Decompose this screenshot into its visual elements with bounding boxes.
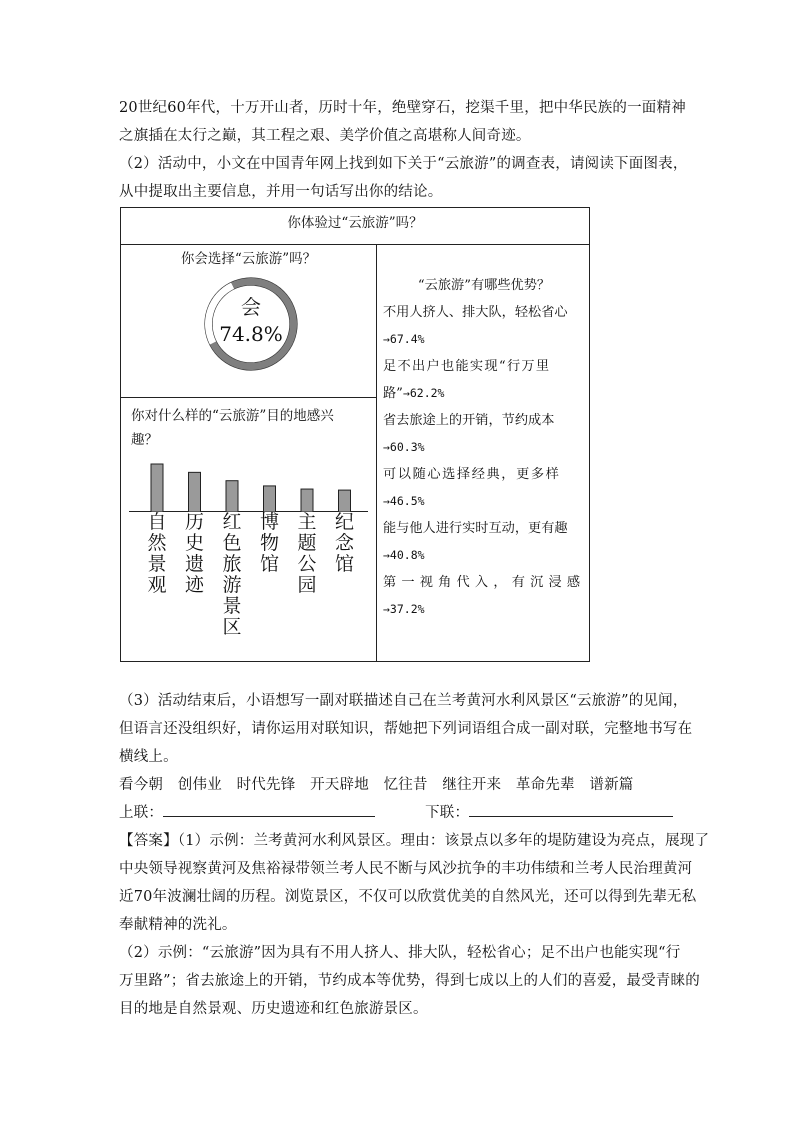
advantage-5-text: 能与他人进行实时互动，更有趣 — [383, 521, 568, 536]
question-3-line-3: 横线上。 — [119, 749, 178, 765]
choice-question: 你会选择“云旅游”吗？ — [180, 251, 317, 267]
lower-couplet-label: 下联： — [425, 805, 470, 821]
advantage-6-text: 第一视角代入，有沉浸感 — [383, 575, 586, 590]
advantage-4-text: 可以随心选择经典，更多样 — [383, 467, 561, 482]
couplet-lines — [119, 799, 679, 827]
upper-couplet-label: 上联： — [119, 805, 164, 821]
bar-4 — [264, 486, 276, 512]
bar-5 — [301, 489, 313, 512]
interest-question-line-1: 你对什么样的“云旅游”目的地感兴 — [131, 408, 334, 424]
interest-question — [131, 404, 371, 452]
advantage-2-text-continued — [383, 380, 585, 407]
answer-line-6: 万里路”；省去旅途上的开销，节约成本等优势，得到七成以上的人们的喜爱，最受青睐的 — [119, 973, 700, 989]
advantage-2-pct: →62.2% — [402, 386, 445, 400]
answer-line-7: 目的地是自然景观、历史遗迹和红色旅游景区。 — [119, 1001, 428, 1017]
answer-line-2: 中央领导视察黄河及焦裕禄带领兰考人民不断与风沙抗争的丰功伟绩和兰考人民治理黄河 — [119, 861, 693, 877]
bar-label-1: 自然景观 — [147, 511, 167, 596]
survey-vertical-divider — [376, 244, 377, 662]
question-2-line-2: 从中提取出主要信息，并用一句话写出你的结论。 — [119, 184, 443, 200]
question-3-line-1: （3）活动结束后，小语想写一副对联描述自己在兰考黄河水利风景区“云旅游”的见闻， — [119, 693, 688, 709]
advantage-3-pct: →60.3% — [383, 440, 425, 454]
survey-title: 你体验过“云旅游”吗？ — [121, 208, 589, 245]
advantage-2-text-2: 路” — [383, 386, 403, 401]
interest-question-line-2: 趣？ — [131, 432, 158, 448]
advantage-2-text: 足不出户也能实现“行万里 — [383, 359, 551, 374]
survey-horizontal-divider — [121, 397, 376, 398]
ring-center-text — [201, 294, 301, 348]
answer-paragraph — [119, 827, 710, 1023]
advantage-4-pct: →46.5% — [383, 494, 425, 508]
intro-line-1: 20世纪60年代，十万开山者，历时十年，绝壁穿石，挖渠千里，把中华民族的一面精神 — [119, 100, 686, 116]
advantage-6-pct: →37.2% — [383, 602, 425, 616]
intro-line-2: 之旗插在太行之巅，其工程之艰、美学价值之高堪称人间奇迹。 — [119, 128, 531, 144]
question-2-line-1: （2）活动中，小文在中国青年网上找到如下关于“云旅游”的调查表，请阅读下面图表， — [119, 156, 688, 172]
survey-table — [120, 207, 590, 662]
upper-couplet-blank[interactable] — [163, 800, 375, 817]
advantage-1-pct: →67.4% — [383, 332, 425, 346]
question-3-words: 看今朝 创伟业 时代先锋 开天辟地 忆往昔 继往开来 革命先辈 谱新篇 — [119, 777, 634, 793]
bar-label-5: 主题公园 — [297, 511, 317, 596]
advantage-5-pct: →40.8% — [383, 548, 425, 562]
answer-line-3: 近70年波澜壮阔的历程。浏览景区，不仅可以欣赏优美的自然风光，还可以得到先辈无私 — [119, 889, 697, 905]
bar-6 — [339, 490, 351, 512]
question-3-line-2: 但语言还没组织好，请你运用对联知识，帮她把下列词语组合成一副对联，完整地书写在 — [119, 721, 693, 737]
bar-2 — [189, 472, 201, 512]
ring-label: 会 — [241, 295, 261, 319]
ring-value: 74.8% — [219, 322, 283, 346]
answer-line-1: 【答案】（1）示例：兰考黄河水利风景区。理由：该景点以多年的堤防建设为亮点，展现了 — [119, 833, 710, 849]
bar-label-6: 纪念馆 — [334, 511, 354, 575]
bar-label-4: 博物馆 — [259, 511, 279, 575]
advantages-list — [383, 272, 585, 623]
advantages-title: “云旅游”有哪些优势？ — [417, 278, 551, 293]
answer-line-4: 奉献精神的洗礼。 — [119, 917, 237, 933]
advantage-3-text: 省去旅途上的开销，节约成本 — [383, 413, 555, 428]
lower-couplet-blank[interactable] — [469, 800, 673, 817]
bar-1 — [151, 464, 163, 512]
bar-label-2: 历史遗迹 — [184, 511, 204, 596]
answer-line-5: （2）示例：“云旅游”因为具有不用人挤人、排大队，轻松省心；足不出户也能实现“行 — [119, 945, 681, 961]
bar-label-3: 红色旅游景区 — [222, 511, 242, 638]
interest-bar-chart — [121, 448, 376, 512]
question-2-paragraph — [119, 150, 688, 206]
intro-paragraph — [119, 94, 686, 150]
bar-3 — [226, 481, 238, 512]
question-3-paragraph — [119, 687, 693, 827]
advantage-1-text: 不用人挤人、排大队，轻松省心 — [383, 305, 568, 320]
